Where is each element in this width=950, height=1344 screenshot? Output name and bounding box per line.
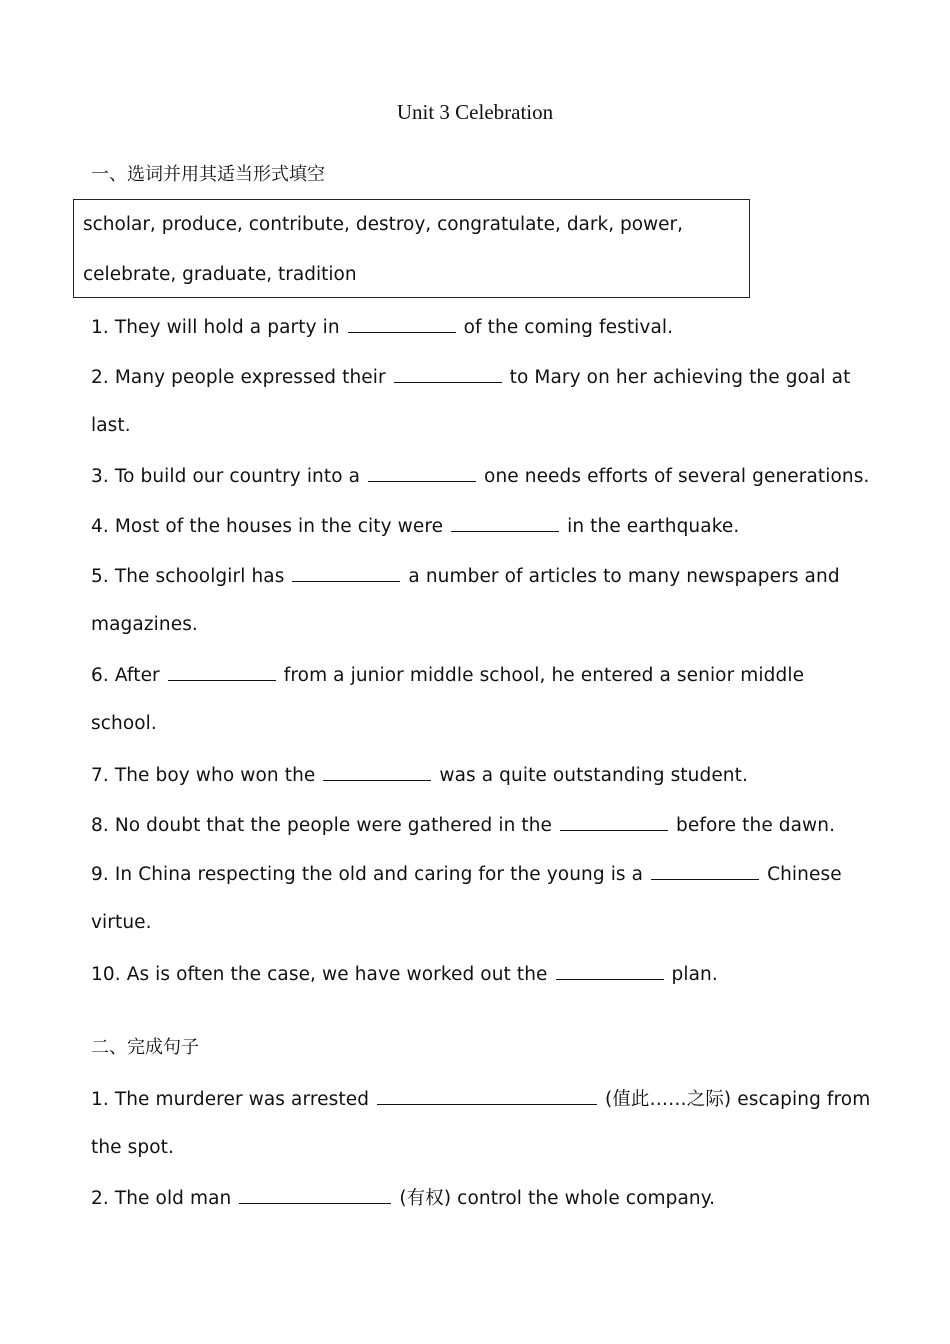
item-text: plan. (671, 964, 718, 985)
item-text: to Mary on her achieving the goal at (509, 367, 851, 388)
item-text: 1. They will hold a party in (91, 317, 340, 338)
item-text: 1. The murderer was arrested (91, 1089, 370, 1110)
item-text: 3. To build our country into a (91, 466, 361, 487)
exercise-item-3 (91, 463, 869, 489)
exercise-item-8 (91, 812, 835, 838)
exercise-item-5 (91, 563, 840, 589)
item-text: 2. Many people expressed their (91, 367, 386, 388)
item-text: 2. The old man (91, 1188, 232, 1209)
answer-blank[interactable] (377, 1086, 597, 1105)
word-bank-line: celebrate, graduate, tradition (83, 264, 357, 285)
item-text: 7. The boy who won the (91, 765, 316, 786)
answer-blank[interactable] (239, 1185, 391, 1204)
item-text: 9. In China respecting the old and caring for the young is a (91, 864, 644, 885)
answer-blank[interactable] (323, 762, 431, 781)
item-text: 4. Most of the houses in the city were (91, 516, 444, 537)
exercise-item-1 (91, 314, 673, 340)
exercise-item-7 (91, 762, 748, 788)
answer-blank[interactable] (560, 812, 668, 831)
answer-blank[interactable] (168, 662, 276, 681)
item-text: (有权) control the whole company. (399, 1188, 716, 1209)
item-text: (值此……之际) escaping from (605, 1089, 871, 1110)
word-bank-box (73, 199, 750, 298)
exercise-item-6 (91, 662, 804, 688)
item-text: one needs efforts of several generations. (484, 466, 870, 487)
item-text: 8. No doubt that the people were gathered in the (91, 815, 553, 836)
item-text: 10. As is often the case, we have worked out the (91, 964, 548, 985)
answer-blank[interactable] (394, 364, 502, 383)
word-bank-line: scholar, produce, contribute, destroy, congratulate, dark, power, (83, 214, 684, 235)
item-text: 6. After (91, 665, 160, 686)
item-text: in the earthquake. (567, 516, 740, 537)
item-continuation: school. (91, 713, 157, 734)
exercise-item-4 (91, 513, 739, 539)
answer-blank[interactable] (292, 563, 400, 582)
item-continuation: virtue. (91, 912, 152, 933)
answer-blank[interactable] (368, 463, 476, 482)
answer-blank[interactable] (348, 314, 456, 333)
answer-blank[interactable] (451, 513, 559, 532)
item-text: a number of articles to many newspapers and (408, 566, 840, 587)
item-text: of the coming festival. (463, 317, 674, 338)
item-text: 5. The schoolgirl has (91, 566, 285, 587)
exercise-item-10 (91, 961, 718, 987)
sentence-item-1 (91, 1086, 870, 1112)
section-1-heading: 一、选词并用其适当形式填空 (91, 164, 325, 185)
item-text: was a quite outstanding student. (439, 765, 748, 786)
answer-blank[interactable] (651, 861, 759, 880)
answer-blank[interactable] (556, 961, 664, 980)
item-continuation: the spot. (91, 1137, 174, 1158)
exercise-item-9 (91, 861, 842, 887)
sentence-item-2 (91, 1185, 715, 1211)
exercise-item-2 (91, 364, 850, 390)
item-continuation: last. (91, 415, 131, 436)
section-2-heading: 二、完成句子 (91, 1037, 199, 1058)
item-text: before the dawn. (676, 815, 836, 836)
page-title: Unit 3 Celebration (396, 100, 554, 124)
item-continuation: magazines. (91, 614, 198, 635)
item-text: from a junior middle school, he entered a senior middle (283, 665, 805, 686)
item-text: Chinese (767, 864, 842, 885)
